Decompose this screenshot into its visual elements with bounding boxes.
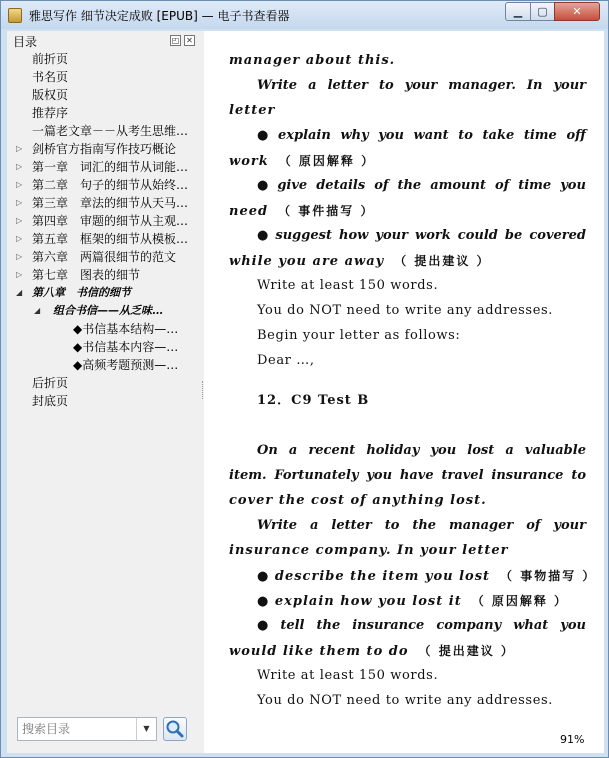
- toc-item[interactable]: [7, 194, 201, 212]
- content-line: [257, 393, 369, 409]
- line-text: ● explain how you lost it: [257, 594, 462, 609]
- line-text: work: [229, 154, 269, 169]
- toc-title: 目录: [13, 35, 38, 49]
- content-line: [257, 593, 568, 610]
- content-line: [229, 203, 374, 220]
- content-line: [229, 103, 275, 119]
- content-line: [257, 568, 596, 585]
- toc-item[interactable]: [7, 392, 201, 410]
- toc-item-label: 书名页: [32, 70, 69, 84]
- content-line: [257, 178, 586, 194]
- toc-item-label: 第三章 章法的细节从天马…: [32, 196, 189, 210]
- toc-item[interactable]: [7, 50, 201, 68]
- close-panel-icon[interactable]: ✕: [184, 35, 195, 46]
- content-line: [229, 53, 395, 69]
- content-line: [257, 443, 586, 459]
- line-text: item. Fortunately you have travel insurance to: [229, 468, 586, 483]
- collapsed-arrow-icon[interactable]: ▷: [16, 234, 23, 243]
- toc-item-label: 前折页: [32, 52, 69, 66]
- toc-item-label: 第四章 审题的细节从主观…: [32, 214, 189, 228]
- content-line: [257, 303, 553, 319]
- line-text: Dear …,: [257, 353, 315, 368]
- content-line: [229, 543, 508, 559]
- line-text: while you are away: [229, 254, 385, 269]
- content-line: [257, 78, 586, 94]
- toc-item[interactable]: [7, 320, 201, 338]
- line-annotation: （ 提出建议 ）: [418, 644, 515, 658]
- book-content[interactable]: [204, 31, 604, 753]
- content-line: [229, 153, 375, 170]
- toc-item[interactable]: [7, 356, 201, 374]
- toc-item[interactable]: [7, 158, 201, 176]
- line-text: You do NOT need to write any addresses.: [257, 303, 553, 318]
- close-button[interactable]: ✕: [554, 2, 600, 21]
- toc-item[interactable]: [7, 104, 201, 122]
- toc-search-input[interactable]: [18, 718, 136, 740]
- line-text: Write at least 150 words.: [257, 278, 439, 293]
- toc-item-label: 第二章 句子的细节从始终…: [32, 178, 189, 192]
- toc-item[interactable]: [7, 338, 201, 356]
- line-text: need: [229, 204, 269, 219]
- content-line: [229, 643, 515, 660]
- expanded-arrow-icon[interactable]: ◢: [34, 306, 41, 315]
- book-icon: [8, 8, 22, 23]
- reading-progress: 91%: [560, 733, 585, 746]
- toc-panel: [7, 31, 201, 753]
- line-annotation: （ 事物描写 ）: [500, 569, 597, 583]
- toc-item-label: 推荐序: [32, 106, 69, 120]
- content-line: [257, 228, 586, 244]
- toc-item-label: 第一章 词汇的细节从词能…: [32, 160, 189, 174]
- line-text: would like them to do: [229, 644, 409, 659]
- toc-item[interactable]: [7, 212, 201, 230]
- line-text: Write a letter to your manager. In your: [257, 78, 586, 93]
- content-line: [257, 518, 586, 534]
- toc-item[interactable]: [7, 266, 201, 284]
- toc-item[interactable]: [7, 230, 201, 248]
- line-text: insurance company. In your letter: [229, 543, 509, 558]
- toc-item-label: 第六章 两篇很细节的范文: [32, 250, 177, 264]
- toc-item-label: 剑桥官方指南写作技巧概论: [32, 142, 177, 156]
- toc-item-label: 第五章 框架的细节从模板…: [32, 232, 189, 246]
- content-line: [229, 468, 586, 484]
- content-line: [257, 693, 553, 709]
- line-text: ● explain why you want to take time off: [257, 128, 586, 143]
- content-line: [257, 328, 460, 344]
- toc-item[interactable]: [7, 86, 201, 104]
- content-line: [257, 353, 315, 369]
- toc-item-label: 第八章 书信的细节: [32, 286, 131, 299]
- chevron-down-icon[interactable]: ▼: [136, 718, 156, 740]
- collapsed-arrow-icon[interactable]: ▷: [16, 144, 23, 153]
- magnifier-icon: [164, 718, 186, 740]
- collapsed-arrow-icon[interactable]: ▷: [16, 162, 23, 171]
- toc-item-label: ◆书信基本内容—…: [73, 340, 179, 354]
- content-line: [229, 253, 491, 270]
- line-text: ● give details of the amount of time you: [257, 178, 586, 193]
- line-text: On a recent holiday you lost a valuable: [257, 443, 586, 458]
- collapsed-arrow-icon[interactable]: ▷: [16, 252, 23, 261]
- line-text: Begin your letter as follows:: [257, 328, 461, 343]
- expanded-arrow-icon[interactable]: ◢: [16, 288, 23, 297]
- toc-item-label: 封底页: [32, 394, 69, 408]
- float-panel-icon[interactable]: ◰: [171, 36, 180, 45]
- maximize-button[interactable]: ▢: [530, 2, 555, 21]
- title-bar[interactable]: [1, 1, 608, 29]
- line-text: Write at least 150 words.: [257, 668, 439, 683]
- line-text: manager about this.: [229, 53, 396, 68]
- search-button[interactable]: [163, 717, 187, 741]
- toc-item[interactable]: [7, 122, 201, 140]
- toc-item-label: ◆高频考题预测—…: [73, 358, 179, 372]
- splitter-grip[interactable]: [202, 381, 203, 399]
- collapsed-arrow-icon[interactable]: ▷: [16, 180, 23, 189]
- line-annotation: （ 原因解释 ）: [471, 594, 569, 608]
- line-text: letter: [229, 103, 276, 118]
- toc-item[interactable]: [7, 374, 201, 392]
- line-text: You do NOT need to write any addresses.: [257, 693, 553, 708]
- content-line: [257, 668, 438, 684]
- toc-item-label: 第七章 图表的细节: [32, 268, 141, 282]
- toc-header: [7, 31, 201, 49]
- minimize-button[interactable]: ▁: [505, 2, 531, 21]
- toc-search-combobox[interactable]: [17, 717, 157, 741]
- line-text: ● suggest how your work could be covered: [257, 228, 586, 243]
- content-line: [257, 278, 438, 294]
- toc-item[interactable]: [7, 140, 201, 158]
- line-text: Write a letter to the manager of your: [257, 518, 586, 533]
- line-text: 12．C9 Test B: [257, 393, 370, 408]
- content-line: [257, 128, 586, 144]
- toc-item[interactable]: [7, 176, 201, 194]
- client-area: [7, 31, 604, 753]
- line-annotation: （ 提出建议 ）: [394, 254, 491, 268]
- collapsed-arrow-icon[interactable]: ▷: [16, 198, 23, 207]
- line-text: ● tell the insurance company what you: [257, 618, 586, 633]
- line-text: ● describe the item you lost: [257, 569, 491, 584]
- toc-item[interactable]: [7, 248, 201, 266]
- window-title: 雅思写作 细节决定成败 [EPUB] — 电子书查看器: [29, 9, 290, 23]
- toc-item-label: 一篇老文章－－从考生思维…: [32, 124, 189, 138]
- toc-item[interactable]: [7, 68, 201, 86]
- content-line: [229, 493, 487, 509]
- toc-item[interactable]: [7, 302, 201, 320]
- collapsed-arrow-icon[interactable]: ▷: [16, 270, 23, 279]
- toc-item-label: 组合书信——从乏味…: [53, 304, 163, 317]
- content-line: [257, 618, 586, 634]
- toc-item-label: 版权页: [32, 88, 69, 102]
- line-annotation: （ 原因解释 ）: [278, 154, 376, 168]
- toc-item-label: ◆书信基本结构—…: [73, 322, 179, 336]
- line-text: cover the cost of anything lost.: [229, 493, 487, 508]
- toc-item[interactable]: [7, 284, 201, 302]
- toc-item-label: 后折页: [32, 376, 69, 390]
- line-annotation: （ 事件描写 ）: [278, 204, 375, 218]
- collapsed-arrow-icon[interactable]: ▷: [16, 216, 23, 225]
